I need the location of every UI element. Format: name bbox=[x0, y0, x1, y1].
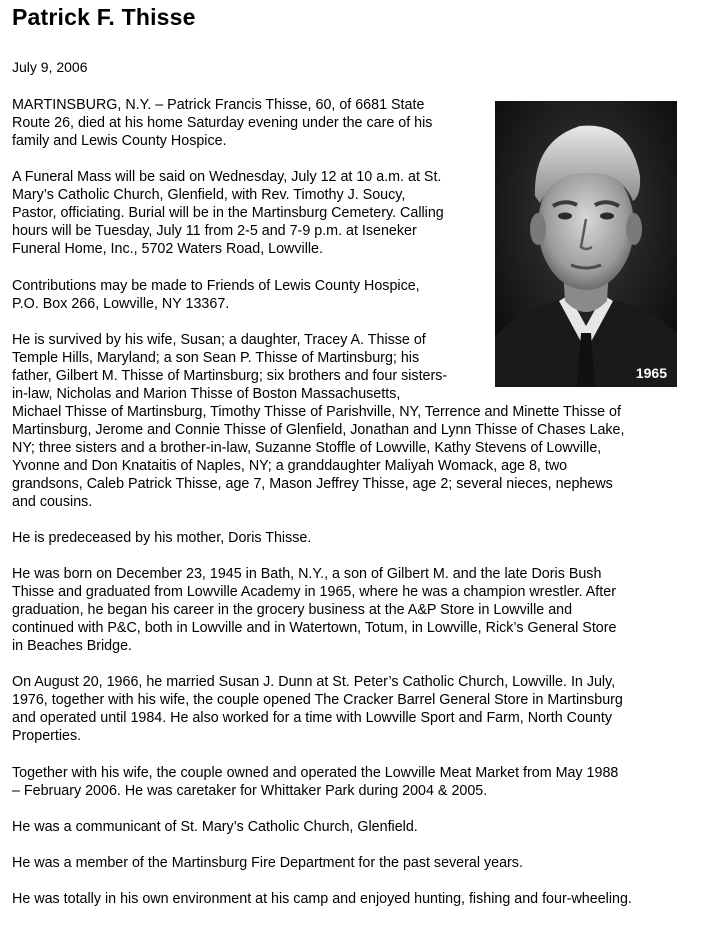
photo-year-label: 1965 bbox=[635, 365, 667, 381]
paragraph-fire-department: He was a member of the Martinsburg Fire Department for the past several years. bbox=[12, 855, 523, 871]
paragraph-hobbies: He was totally in his own environment at his camp and enjoyed hunting, fishing and four-wheeling. bbox=[12, 891, 632, 907]
paragraph-death-notice: MARTINSBURG, N.Y. – Patrick Francis Thisse, 60, of 6681 State Route 26, died at his home Saturday evening under the care of his family and Lewis County Hospice. bbox=[12, 97, 433, 149]
paragraph-funeral-mass: A Funeral Mass will be said on Wednesday, July 12 at 10 a.m. at St. Mary’s Catholic Church, Glenfield, with Rev. Timothy J. Soucy, Pastor, officiating. Burial will be in the Martinsburg Cemetery. Calling hours will be Tuesday, July 11 from 2-5 and 7-9 p.m. at Iseneker Funeral Home, Inc., 5702 Waters Road, Lowville. bbox=[12, 169, 444, 257]
paragraph-contributions: Contributions may be made to Friends of Lewis County Hospice, P.O. Box 266, Lowville, NY 13367. bbox=[12, 278, 420, 312]
paragraph-church: He was a communicant of St. Mary’s Catholic Church, Glenfield. bbox=[12, 819, 418, 835]
paragraph-marriage: On August 20, 1966, he married Susan J. Dunn at St. Peter’s Catholic Church, Lowville. In July, 1976, together with his wife, the couple opened The Cracker Barrel General Store in Martinsburg and operated until 1984. He also worked for a time with Lowville Sport and Farm, North County Properties. bbox=[12, 674, 623, 744]
paragraph-predeceased: He is predeceased by his mother, Doris Thisse. bbox=[12, 530, 312, 546]
paragraph-biography: He was born on December 23, 1945 in Bath, N.Y., a son of Gilbert M. and the late Doris Bush Thisse and graduated from Lowville Academy in 1965, where he was a champion wrestler. After graduation, he began his career in the grocery business at the A&P Store in Lowville and continued with P&C, both in Lowville and in Watertown, Totum, in Lowville, Rick’s General Store in Beaches Bridge. bbox=[12, 566, 617, 654]
paragraph-meat-market: Together with his wife, the couple owned and operated the Lowville Meat Market from May 1988 – February 2006. He was caretaker for Whittaker Park during 2004 & 2005. bbox=[12, 765, 619, 799]
paragraph-survivors: He is survived by his wife, Susan; a daughter, Tracey A. Thisse of Temple Hills, Maryland; a son Sean P. Thisse of Martinsburg; his father, Gilbert M. Thisse of Martinsburg; six brothers and four sisters- in-law, Nicholas and Marion Thisse of Boston Massachusetts, Michael Thisse of Martinsburg, Timothy Thisse of Parishville, NY, Terrence and Minette Thisse of Martinsburg, Jerome and Connie Thisse of Glenfield, Jonathan and Lynn Thisse of Chases Lake, NY; three sisters and a brother-in-law, Suzanne Stoffle of Lowville, Kathy Stevens of Lowville, Yvonne and Don Knataitis of Naples, NY; a granddaughter Maliyah Womack, age 8, two grandsons, Caleb Patrick Thisse, age 7, Mason Jeffrey Thisse, age 2; several nieces, nephews and cousins. bbox=[12, 332, 625, 510]
page-title: Patrick F. Thisse bbox=[12, 4, 196, 30]
publication-date: July 9, 2006 bbox=[12, 59, 88, 75]
